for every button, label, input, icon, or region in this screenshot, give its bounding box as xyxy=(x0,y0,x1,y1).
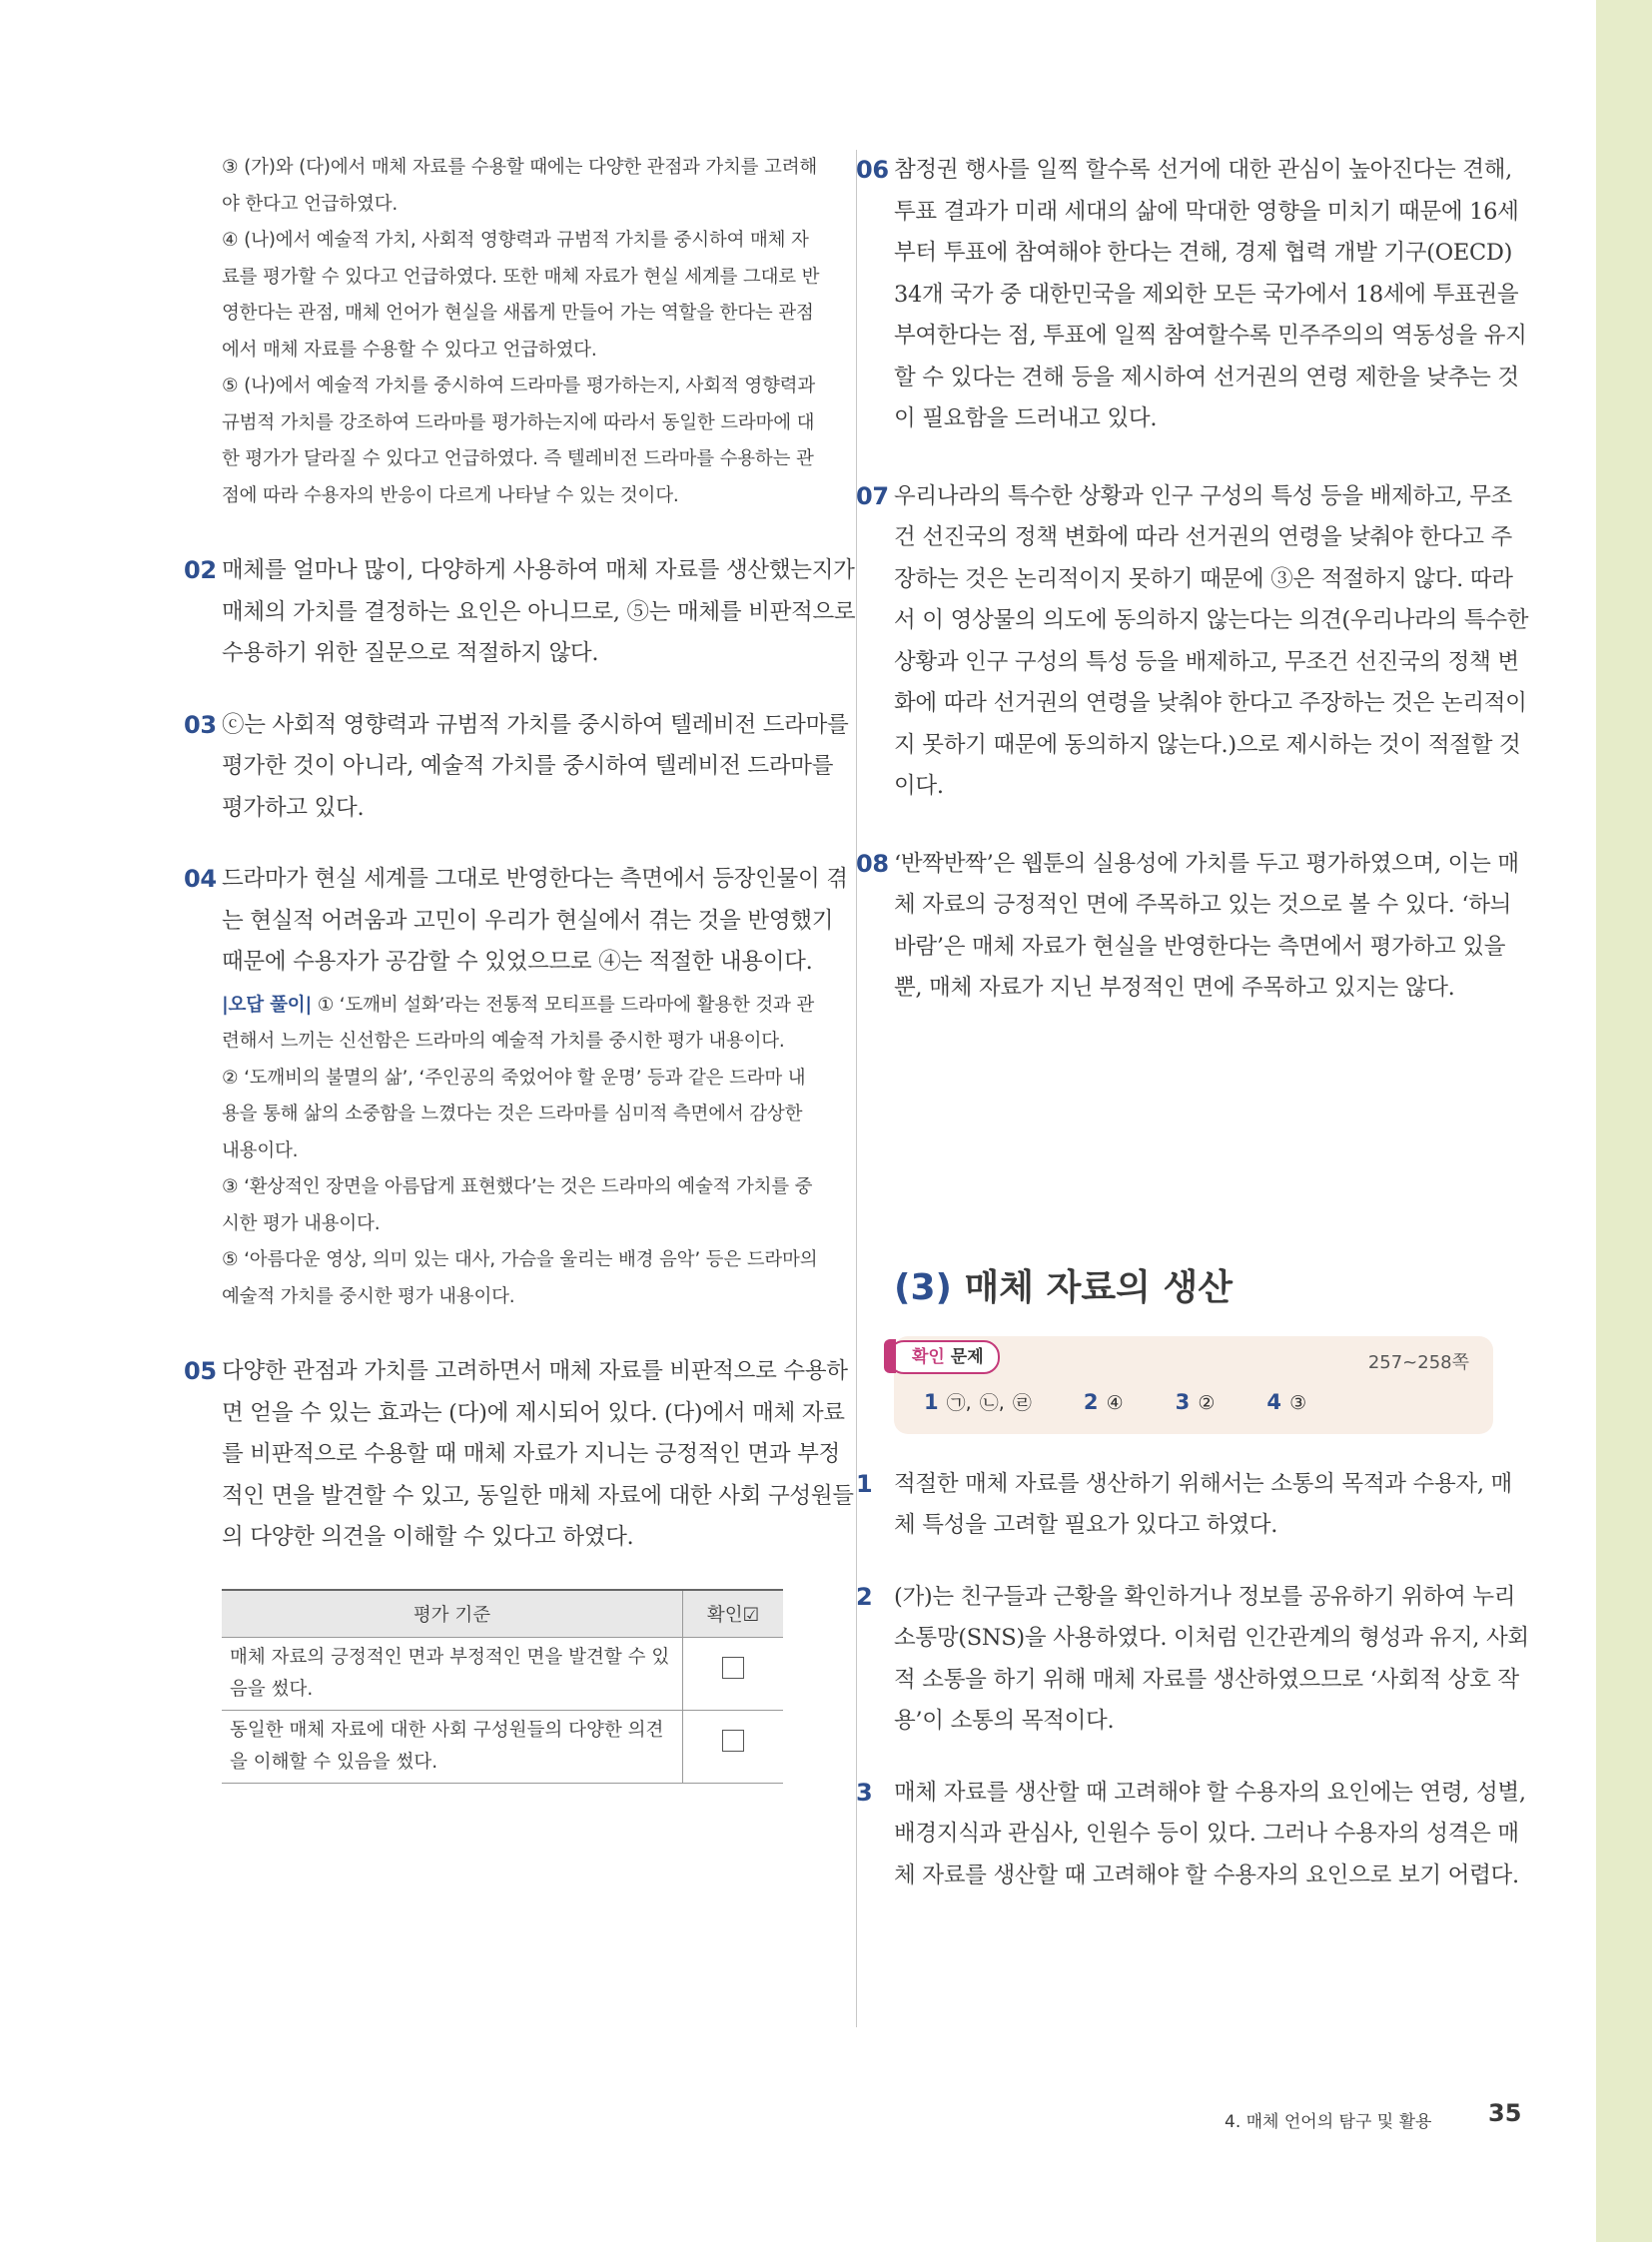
answer-item-04 xyxy=(184,859,859,984)
item-text: 매체 자료를 생산할 때 고려해야 할 수용자의 요인에는 연령, 성별, 배경지식과 관심사, 인원수 등이 있다. 그러나 수용자의 성격은 매체 자료를 생산할 때 고려해야 할 수용자의 요인으로 보기 어렵다. xyxy=(894,1779,1526,1888)
answer-key-item: 1 ㉠, ㉡, ㉣ xyxy=(924,1389,1032,1414)
checkbox-cell xyxy=(683,1637,784,1710)
evaluation-table xyxy=(222,1589,783,1784)
item-text: 드라마가 현실 세계를 그대로 반영한다는 측면에서 등장인물이 겪는 현실적 어려움과 고민이 우리가 현실에서 겪는 것을 반영했기 때문에 수용자가 공감할 수 있었으므로 ④는 적절한 내용이다. xyxy=(222,866,848,975)
right-column xyxy=(856,150,1529,1896)
answer-item-1 xyxy=(856,1464,1531,1547)
section-number: (3) xyxy=(894,1266,952,1308)
answer-item-03 xyxy=(184,705,859,830)
item-text: 다양한 관점과 가치를 고려하면서 매체 자료를 비판적으로 수용하면 얻을 수 있는 효과는 (다)에 제시되어 있다. (다)에서 매체 자료를 비판적으로 수용할 때 매체 자료가 지니는 긍정적인 면과 부정적인 면을 발견할 수 있고, 동일한 매체 자료에 대한 사회 구성원들의 다양한 의견을 이해할 수 있다고 하였다. xyxy=(222,1358,854,1550)
checkbox[interactable] xyxy=(722,1730,744,1752)
answer-key-item: 4 ③ xyxy=(1266,1389,1307,1414)
check-problem-panel xyxy=(894,1336,1493,1434)
item-text: (가)는 친구들과 근황을 확인하거나 정보를 공유하기 위하여 누리 소통망(SNS)을 사용하였다. 이처럼 인간관계의 형성과 유지, 사회적 소통을 하기 위해 매체 자료를 생산하였으므로 ‘사회적 상호 작용’이 소통의 목적이다. xyxy=(894,1583,1529,1734)
item-text: ‘반짝반짝’은 웹툰의 실용성에 가치를 두고 평가하였으며, 이는 매체 자료의 긍정적인 면에 주목하고 있는 것으로 볼 수 있다. ‘하늬바람’은 매체 자료가 현실을 반영한다는 측면에서 평가하고 있을 뿐, 매체 자료가 지닌 부정적인 면에 주목하고 있지는 않다. xyxy=(894,850,1519,1001)
checkbox[interactable] xyxy=(722,1657,744,1679)
item-number: 04 xyxy=(184,865,217,893)
answer-item-05 xyxy=(184,1351,859,1559)
item-text: 매체를 얼마나 많이, 다양하게 사용하여 매체 자료를 생산했는지가 매체의 가치를 결정하는 요인은 아니므로, ⑤는 매체를 비판적으로 수용하기 위한 질문으로 적절하지 않다. xyxy=(222,557,856,666)
odap-first xyxy=(222,988,821,1061)
odap-para-3: ③ ‘환상적인 장면을 아름답게 표현했다’는 것은 드라마의 예술적 가치를 중시한 평가 내용이다. xyxy=(222,1176,813,1234)
prev-para-4: ④ (나)에서 예술적 가치, 사회적 영향력과 규범적 가치를 중시하여 매체 자료를 평가할 수 있다고 언급하였다. 또한 매체 자료가 현실 세계를 그대로 반영한다는 관점, 매체 언어가 현실을 새롭게 만들어 가는 역할을 한다는 관점에서 매체 자료를 수용할 수 있다고 언급하였다. xyxy=(222,230,820,361)
item-number: 3 xyxy=(856,1778,873,1807)
table-header-row xyxy=(222,1590,783,1638)
item-text: 참정권 행사를 일찍 할수록 선거에 대한 관심이 높아진다는 견해, 투표 결과가 미래 세대의 삶에 막대한 영향을 미치기 때문에 16세부터 투표에 참여해야 한다는 견해, 경제 협력 개발 기구(OECD) 34개 국가 중 대한민국을 제외한 모든 국가에서 18세에 투표권을 부여한다는 점, 투표에 일찍 참여할수록 민주주의의 역동성을 유지할 수 있다는 견해 등을 제시하여 선거권의 연령 제한을 낮추는 것이 필요함을 드러내고 있다. xyxy=(894,157,1527,431)
answer-item-07 xyxy=(856,476,1531,808)
item-text: 적절한 매체 자료를 생산하기 위해서는 소통의 목적과 수용자, 매체 특성을 고려할 필요가 있다고 하였다. xyxy=(894,1470,1512,1538)
item-number: 08 xyxy=(856,849,889,878)
table-row xyxy=(222,1637,783,1710)
table-row xyxy=(222,1710,783,1783)
check-problem-badge xyxy=(888,1340,1000,1374)
answer-key-item: 2 ④ xyxy=(1083,1389,1124,1414)
prev-para-3: ③ (가)와 (다)에서 매체 자료를 수용할 때에는 다양한 관점과 가치를 고려해야 한다고 언급하였다. xyxy=(222,157,818,215)
chapter-footer: 4. 매체 언어의 탐구 및 활용 xyxy=(1225,2112,1432,2132)
criteria-header: 평가 기준 xyxy=(222,1590,683,1638)
check-key: 확인 xyxy=(912,1346,945,1367)
check-label: 문제 xyxy=(950,1346,984,1367)
item-number: 06 xyxy=(856,156,889,184)
page-number: 35 xyxy=(1488,2099,1522,2127)
answer-item-08 xyxy=(856,844,1531,1010)
odap-label: |오답 풀이| xyxy=(222,994,313,1016)
side-color-band xyxy=(1596,0,1652,2242)
item-number: 07 xyxy=(856,481,889,510)
item-number: 03 xyxy=(184,710,217,739)
item-text: ⓒ는 사회적 영향력과 규범적 가치를 중시하여 텔레비전 드라마를 평가한 것이 아니라, 예술적 가치를 중시하여 텔레비전 드라마를 평가하고 있다. xyxy=(222,711,849,821)
section-title: 매체 자료의 생산 xyxy=(964,1266,1234,1308)
answer-item-3 xyxy=(856,1773,1531,1897)
criteria-cell: 매체 자료의 긍정적인 면과 부정적인 면을 발견할 수 있음을 썼다. xyxy=(222,1637,683,1710)
answer-item-2 xyxy=(856,1577,1531,1743)
page-reference: 257~258쪽 xyxy=(1367,1351,1469,1373)
criteria-cell: 동일한 매체 자료에 대한 사회 구성원들의 다양한 의견을 이해할 수 있음을 썼다. xyxy=(222,1710,683,1783)
checkbox-cell xyxy=(683,1710,784,1783)
odap-para-5: ⑤ ‘아름다운 영상, 의미 있는 대사, 가슴을 울리는 배경 음악’ 등은 드라마의 예술적 가치를 중시한 평가 내용이다. xyxy=(222,1249,818,1307)
item-number: 05 xyxy=(184,1357,217,1385)
prev-para-5: ⑤ (나)에서 예술적 가치를 중시하여 드라마를 평가하는지, 사회적 영향력과 규범적 가치를 강조하여 드라마를 평가하는지에 따라서 동일한 드라마에 대한 평가가 달라질 수 있다고 언급하였다. 즉 텔레비전 드라마를 수용하는 관점에 따라 수용자의 반응이 다르게 나타날 수 있는 것이다. xyxy=(222,375,816,506)
odap-para-2: ② ‘도깨비의 불멸의 삶’, ‘주인공의 죽었어야 할 운명’ 등과 같은 드라마 내용을 통해 삶의 소중함을 느꼈다는 것은 드라마를 심미적 측면에서 감상한 내용이다. xyxy=(222,1067,806,1161)
item-number: 2 xyxy=(856,1582,873,1611)
section-heading xyxy=(894,1259,1493,1310)
item-text: 우리나라의 특수한 상황과 인구 구성의 특성 등을 배제하고, 무조건 선진국의 정책 변화에 따라 선거권의 연령을 낮춰야 한다고 주장하는 것은 논리적이지 못하기 때문에 ③은 적절하지 않다. 따라서 이 영상물의 의도에 동의하지 않는다는 의견(우리나라의 특수한 상황과 인구 구성의 특성 등을 배제하고, 무조건 선진국의 정책 변화에 따라 선거권의 연령을 낮춰야 한다고 주장하는 것은 논리적이지 못하기 때문에 동의하지 않는다.)으로 제시하는 것이 적절할 것이다. xyxy=(894,482,1529,799)
answer-item-06 xyxy=(856,150,1531,440)
item-number: 1 xyxy=(856,1469,873,1498)
check-header: 확인☑ xyxy=(683,1590,784,1638)
odap-first-text: ① ‘도깨비 설화’라는 전통적 모티프를 드라마에 활용한 것과 관련해서 느끼는 신선함은 드라마의 예술적 가치를 중시한 평가 내용이다. xyxy=(222,994,815,1052)
item-number: 02 xyxy=(184,556,217,584)
left-column xyxy=(184,150,856,1784)
answer-key-item: 3 ② xyxy=(1175,1389,1216,1414)
answer-key xyxy=(924,1388,1350,1415)
answer-item-02 xyxy=(184,550,859,675)
